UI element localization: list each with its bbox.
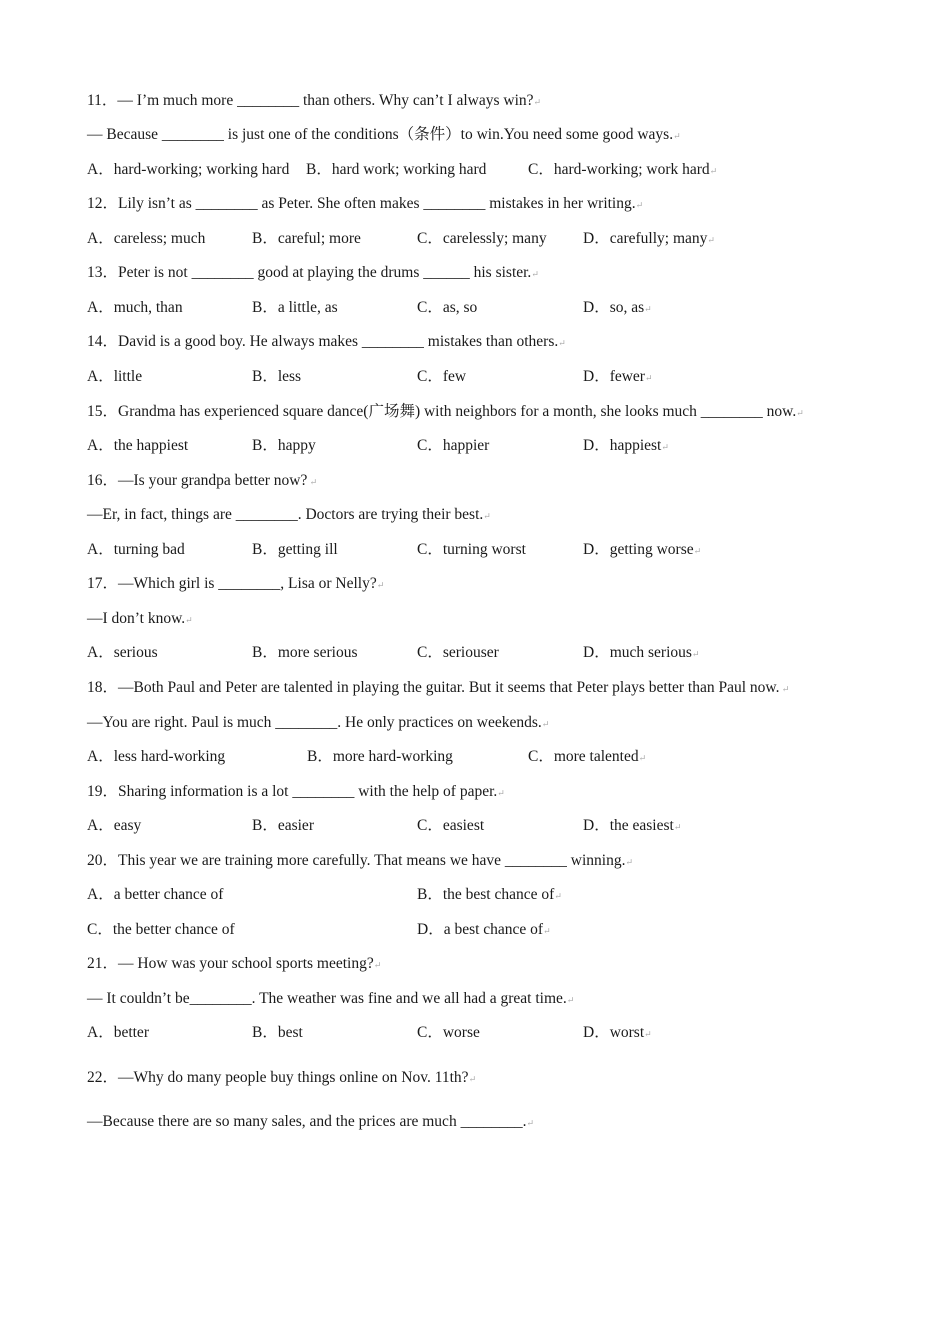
question-16-response: —Er, in fact, things are ________. Doctors are trying their best.↵ xyxy=(87,506,491,523)
question-13-option-b: B．a little, as xyxy=(252,299,338,316)
question-21-option-d: D．worst↵ xyxy=(583,1024,652,1041)
question-14-option-d: D．fewer↵ xyxy=(583,368,653,385)
question-18-stem: 18．—Both Paul and Peter are talented in playing the guitar. But it seems that Peter plays better than Paul now. ↵ xyxy=(87,679,790,696)
question-14-option-b: B．less xyxy=(252,368,302,385)
question-20-option-d: D．a best chance of↵ xyxy=(417,921,551,938)
question-15-option-a: A．the happiest xyxy=(87,437,189,454)
question-11-response: — Because ________ is just one of the conditions（条件）to win.You need some good ways.↵ xyxy=(87,126,681,143)
question-12-stem: 12．Lily isn’t as ________ as Peter. She often makes ________ mistakes in her writing.↵ xyxy=(87,195,644,212)
question-22-response: —Because there are so many sales, and the prices are much ________.↵ xyxy=(87,1113,534,1130)
question-11-option-c: C．hard-working; work hard↵ xyxy=(528,161,718,178)
question-18-option-b: B．more hard-working xyxy=(307,748,453,765)
question-13-option-a: A．much, than xyxy=(87,299,183,316)
question-16-option-a: A．turning bad xyxy=(87,541,185,558)
question-14-stem: 14．David is a good boy. He always makes ________ mistakes than others.↵ xyxy=(87,333,566,350)
question-12-option-c: C．carelessly; many xyxy=(417,230,547,247)
question-13-option-c: C．as, so xyxy=(417,299,478,316)
question-16-option-d: D．getting worse↵ xyxy=(583,541,702,558)
question-16-option-c: C．turning worst xyxy=(417,541,526,558)
question-17-option-a: A．serious xyxy=(87,644,158,661)
question-17-option-c: C．seriouser xyxy=(417,644,499,661)
question-13-option-d: D．so, as↵ xyxy=(583,299,652,316)
question-12-option-b: B．careful; more xyxy=(252,230,361,247)
question-18-response: —You are right. Paul is much ________. He only practices on weekends.↵ xyxy=(87,714,550,731)
question-14-option-a: A．little xyxy=(87,368,143,385)
question-20-option-a: A．a better chance of xyxy=(87,886,224,903)
question-19-option-c: C．easiest xyxy=(417,817,485,834)
question-21-option-a: A．better xyxy=(87,1024,149,1041)
question-17-option-b: B．more serious xyxy=(252,644,358,661)
question-15-option-b: B．happy xyxy=(252,437,316,454)
question-15-option-d: D．happiest↵ xyxy=(583,437,669,454)
question-11-stem: 11．— I’m much more ________ than others. Why can’t I always win?↵ xyxy=(87,92,542,109)
question-20-stem: 20．This year we are training more carefully. That means we have ________ winning.↵ xyxy=(87,852,634,869)
question-13-stem: 13．Peter is not ________ good at playing the drums ______ his sister.↵ xyxy=(87,264,539,281)
question-21-response: — It couldn’t be________. The weather was fine and we all had a great time.↵ xyxy=(87,990,575,1007)
question-11-option-b: B．hard work; working hard xyxy=(306,161,487,178)
question-20-option-b: B．the best chance of↵ xyxy=(417,886,562,903)
question-19-stem: 19．Sharing information is a lot ________ with the help of paper.↵ xyxy=(87,783,505,800)
question-20-option-c: C．the better chance of xyxy=(87,921,235,938)
question-18-option-a: A．less hard-working xyxy=(87,748,226,765)
question-21-option-c: C．worse xyxy=(417,1024,480,1041)
question-14-option-c: C．few xyxy=(417,368,467,385)
question-19-option-a: A．easy xyxy=(87,817,142,834)
question-21-option-b: B．best xyxy=(252,1024,303,1041)
question-22-stem: 22．—Why do many people buy things online on Nov. 11th?↵ xyxy=(87,1069,477,1086)
question-18-option-c: C．more talented↵ xyxy=(528,748,647,765)
question-15-stem: 15．Grandma has experienced square dance(广场舞) with neighbors for a month, she looks much ________ now.↵ xyxy=(87,403,804,420)
question-17-response: —I don’t know.↵ xyxy=(87,610,193,627)
question-17-stem: 17．—Which girl is ________, Lisa or Nelly?↵ xyxy=(87,575,385,592)
question-16-stem: 16．—Is your grandpa better now? ↵ xyxy=(87,472,318,489)
question-19-option-b: B．easier xyxy=(252,817,314,834)
question-19-option-d: D．the easiest↵ xyxy=(583,817,682,834)
question-17-option-d: D．much serious↵ xyxy=(583,644,700,661)
question-11-option-a: A．hard-working; working hard xyxy=(87,161,290,178)
question-12-option-d: D．carefully; many↵ xyxy=(583,230,715,247)
question-12-option-a: A．careless; much xyxy=(87,230,206,247)
question-21-stem: 21．— How was your school sports meeting?↵ xyxy=(87,955,382,972)
question-15-option-c: C．happier xyxy=(417,437,490,454)
question-16-option-b: B．getting ill xyxy=(252,541,338,558)
